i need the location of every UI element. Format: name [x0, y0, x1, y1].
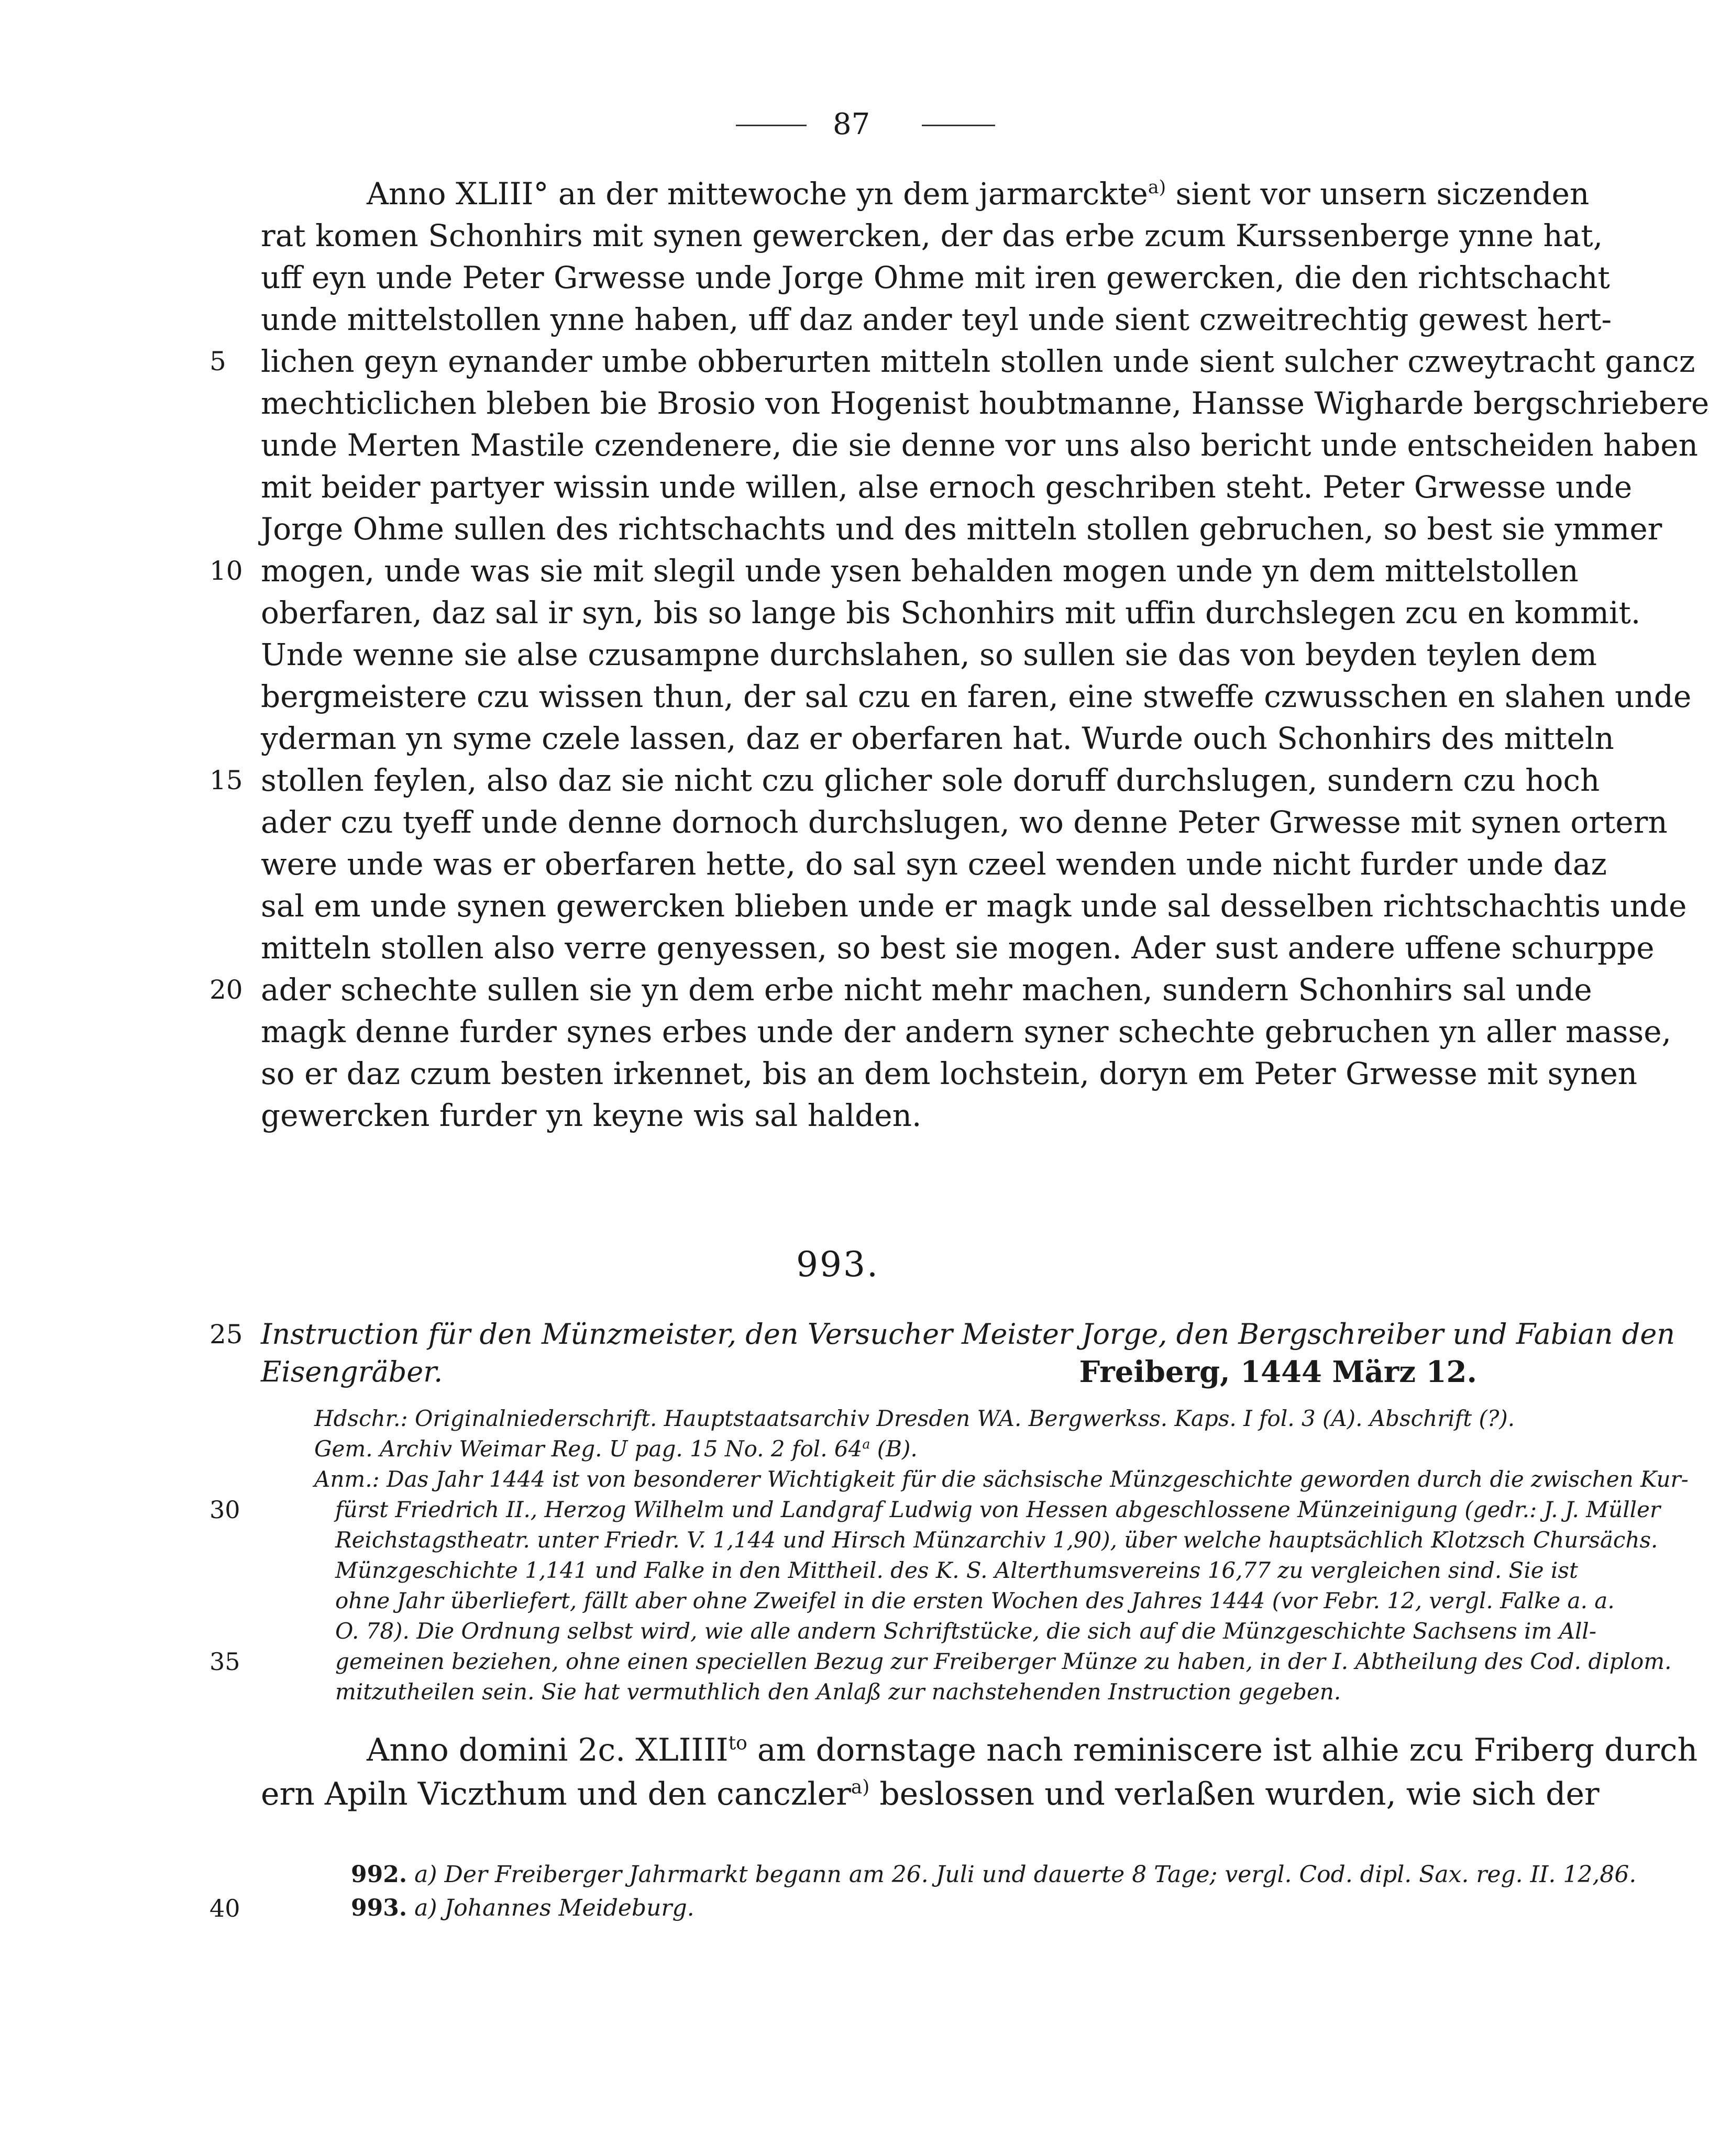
- footnote-line: [351, 1892, 1477, 1925]
- note-line: Hdschr.: Originalniederschrift. Hauptstaatsarchiv Dresden WA. Bergwerkss. Kaps. I fol. 3 (A). Abschrift (?).: [314, 1406, 1515, 1431]
- page-number: 87: [833, 107, 870, 141]
- footnote-number: 992.: [351, 1861, 407, 1888]
- footnote-line: [351, 1858, 1637, 1892]
- text-line: yderman yn syme czele lassen, daz er oberfaren hat. Wurde ouch Schonhirs des mitteln: [261, 721, 1614, 756]
- text-line: mogen, unde was sie mit slegil unde ysen behalden mogen unde yn dem mittelstollen: [261, 553, 1579, 589]
- place-date: Freiberg, 1444 März 12.: [1079, 1355, 1477, 1389]
- line-number: 5: [210, 346, 226, 377]
- text-line: uff eyn unde Peter Grwesse unde Jorge Ohme mit iren gewercken, die den richtschacht: [261, 260, 1610, 295]
- section-number: 993.: [796, 1244, 879, 1285]
- text-segment: beslossen und verlaßen wurden, wie sich der: [869, 1776, 1600, 1812]
- text-line: mit beider partyer wissin unde willen, alse ernoch geschriben steht. Peter Grwesse unde: [261, 469, 1633, 505]
- text-line: unde mittelstollen ynne haben, uff daz ander teyl unde sient czweitrechtig gewest hert-: [261, 302, 1612, 337]
- footnote-text: a) Der Freiberger Jahrmarkt begann am 26. Juli und dauerte 8 Tage; vergl. Cod. dipl. Sax. reg. II. 12,86.: [414, 1861, 1637, 1888]
- note-line: Anm.: Das Jahr 1444 ist von besonderer Wichtigkeit für die sächsische Münzgeschichte geworden durch die zwischen Kur-: [314, 1466, 1689, 1492]
- text-segment: Anno domini 2c. XLIIII: [367, 1732, 729, 1768]
- text-line: gewercken furder yn keyne wis sal halden.: [261, 1098, 922, 1133]
- footnote-number: 993.: [351, 1895, 407, 1921]
- footnote-ref: a): [1148, 177, 1166, 198]
- title-line: Eisengräber.: [261, 1355, 443, 1388]
- note-line: fürst Friedrich II., Herzog Wilhelm und Landgraf Ludwig von Hessen abgeschlossene Münzeinigung (gedr.: J. J. Müller: [335, 1497, 1661, 1522]
- text-segment: ern Apiln Viczthum und den canczler: [261, 1776, 851, 1812]
- text-line: [261, 1772, 1600, 1816]
- text-line: magk denne furder synes erbes unde der andern syner schechte gebruchen yn aller masse,: [261, 1014, 1672, 1049]
- line-number: 10: [210, 556, 243, 586]
- text-line: sal em unde synen gewercken blieben unde er magk unde sal desselben richtschachtis unde: [261, 888, 1687, 924]
- note-line: mitzutheilen sein. Sie hat vermuthlich den Anlaß zur nachstehenden Instruction gegeben.: [335, 1679, 1341, 1705]
- note-line: O. 78). Die Ordnung selbst wird, wie alle andern Schriftstücke, die sich auf die Münzgeschichte Sachsens im All-: [335, 1618, 1597, 1644]
- line-number: 20: [210, 975, 243, 1005]
- header-rule-left: [736, 125, 807, 126]
- page-header: [0, 104, 1631, 146]
- text-line: bergmeistere czu wissen thun, der sal czu en faren, eine stweffe czwusschen en slahen unde: [261, 679, 1692, 714]
- note-segment: (B).: [870, 1436, 918, 1462]
- footnote-ref: a): [851, 1776, 870, 1798]
- text-line: ader schechte sullen sie yn dem erbe nicht mehr machen, sundern Schonhirs sal unde: [261, 972, 1592, 1008]
- line-number: 15: [210, 765, 243, 795]
- text-line: mitteln stollen also verre genyessen, so best sie mogen. Ader sust andere uffene schurppe: [261, 930, 1655, 966]
- superscript: a: [862, 1436, 870, 1452]
- line-number: 30: [210, 1496, 240, 1524]
- title-line: Instruction für den Münzmeister, den Versucher Meister Jorge, den Bergschreiber und Fabian den: [261, 1318, 1675, 1351]
- text-line: ader czu tyeff unde denne dornoch durchslugen, wo denne Peter Grwesse mit synen ortern: [261, 804, 1668, 840]
- footnote-text: a) Johannes Meideburg.: [414, 1895, 694, 1921]
- text-segment: sient vor unsern siczenden: [1166, 176, 1590, 212]
- text-line: Unde wenne sie alse czusampne durchslahen, so sullen sie das von beyden teylen dem: [261, 637, 1597, 672]
- line-number: 40: [210, 1894, 240, 1922]
- note-segment: Gem. Archiv Weimar Reg. U pag. 15 No. 2 fol. 64: [314, 1436, 863, 1462]
- text-line: unde Merten Mastile czendenere, die sie denne vor uns also bericht unde entscheiden haben: [261, 427, 1698, 463]
- text-line: mechticlichen bleben bie Brosio von Hogenist houbtmanne, Hansse Wigharde bergschriebere: [261, 385, 1709, 421]
- text-line: oberfaren, daz sal ir syn, bis so lange bis Schonhirs mit uffin durchslegen zcu en kommit.: [261, 595, 1641, 631]
- text-line: lichen geyn eynander umbe obberurten mitteln stollen unde sient sulcher czweytracht gancz: [261, 344, 1695, 379]
- text-line: [367, 173, 1590, 215]
- text-segment: am dornstage nach reminiscere ist alhie zcu Friberg durch: [747, 1732, 1698, 1768]
- note-line: ohne Jahr überliefert, fällt aber ohne Zweifel in die ersten Wochen des Jahres 1444 (vor Febr. 12, vergl. Falke a. a.: [335, 1588, 1615, 1613]
- line-number: 35: [210, 1648, 240, 1676]
- note-line: Münzgeschichte 1,141 und Falke in den Mittheil. des K. S. Alterthumsvereins 16,77 zu vergleichen sind. Sie ist: [335, 1557, 1578, 1583]
- text-line: so er daz czum besten irkennet, bis an dem lochstein, doryn em Peter Grwesse mit synen: [261, 1056, 1638, 1091]
- line-number: 25: [210, 1319, 243, 1350]
- text-line: stollen feylen, also daz sie nicht czu glicher sole doruff durchslugen, sundern czu hoch: [261, 762, 1600, 798]
- text-line: were unde was er oberfaren hette, do sal syn czeel wenden unde nicht furder unde daz: [261, 846, 1607, 882]
- superscript: to: [728, 1732, 747, 1754]
- text-segment: Anno XLIII° an der mittewoche yn dem jarmarckte: [367, 176, 1148, 212]
- note-line: Reichstagstheatr. unter Friedr. V. 1,144 und Hirsch Münzarchiv 1,90), über welche hauptsächlich Klotzsch Chursächs.: [335, 1527, 1658, 1553]
- note-line: [314, 1434, 1477, 1464]
- text-line: rat komen Schonhirs mit synen gewercken, der das erbe zcum Kurssenberge ynne hat,: [261, 218, 1603, 253]
- text-line: Jorge Ohme sullen des richtschachts und des mitteln stollen gebruchen, so best sie ymmer: [261, 511, 1662, 547]
- text-line: [367, 1728, 1698, 1772]
- header-rule-right: [922, 125, 995, 126]
- note-line: gemeinen beziehen, ohne einen speciellen Bezug zur Freiberger Münze zu haben, in der I. Abtheilung des Cod. diplom.: [335, 1649, 1672, 1674]
